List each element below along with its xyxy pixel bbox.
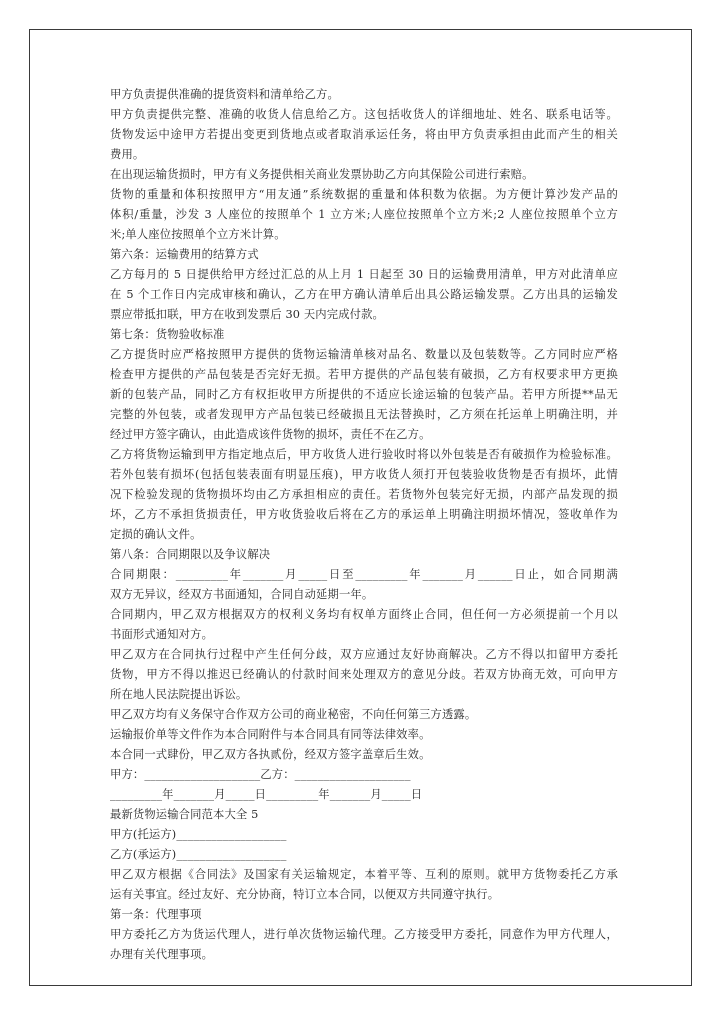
text-line: 运有关事宜。经过友好、充分协商，特订立本合同，以便双方共同遵守执行。 — [110, 888, 500, 901]
text-line: 本合同一式肆份，甲乙双方各执贰份，经双方签字盖章后生效。 — [110, 748, 431, 761]
text-line: 检查甲方提供的产品包装是否完好无损。若甲方提供的产品包装有破损，乙方有权要求甲方更换 — [110, 368, 618, 381]
text-line: 乙方将货物运输到甲方指定地点后，甲方收货人进行验收时将以外包装是否有破损作为检验标准。 — [110, 448, 618, 461]
section-heading: 第八条：合同期限以及争议解决 — [110, 548, 271, 561]
text-line: 乙方提货时应严格按照甲方提供的货物运输清单核对品名、数量以及包装数等。乙方同时应严格 — [110, 348, 618, 361]
party-b-line: 乙方(承运方)___________________ — [110, 848, 287, 861]
text-line: 双方无异议，经双方书面通知，合同自动延期一年。 — [110, 588, 374, 601]
text-line: 乙方每月的 5 日提供给甲方经过汇总的从上月 1 日起至 30 日的运输费用清单，甲方对此清单应 — [110, 268, 618, 281]
text-line: 所在地人民法院提出诉讼。 — [110, 688, 248, 701]
text-line: 甲乙双方在合同执行过程中产生任何分歧，双方应通过友好协商解决。乙方不得以扣留甲方委托 — [110, 648, 618, 661]
text-line: 费用。 — [110, 148, 145, 161]
text-line: 货物发运中途甲方若提出变更到货地点或者取消承运任务，将由甲方负责承担由此而产生的相关 — [110, 128, 618, 141]
text-line: 体积/重量，沙发 3 人座位的按照单个 1 立方米;人座位按照单个立方米;2 人座位按照单个立方 — [110, 208, 618, 221]
text-line: 书面形式通知对方。 — [110, 628, 214, 641]
text-line: 完整的外包装，或者发现甲方产品包装已经破损且无法替换时，乙方须在托运单上明确注明，并 — [110, 408, 618, 421]
text-line: 甲方负责提供准确的提货资料和清单给乙方。 — [110, 88, 339, 101]
section-heading: 第七条：货物验收标准 — [110, 328, 225, 341]
text-line: 定损的确认文件。 — [110, 528, 202, 541]
text-line: 甲乙双方均有义务保守合作双方公司的商业秘密，不向任何第三方透露。 — [110, 708, 477, 721]
text-line: 办理有关代理事项。 — [110, 948, 214, 961]
text-line: 合同期限：_________年_______月_____日至_________年_______月______日止，如合同期满 — [110, 568, 618, 581]
text-line: 若外包装有损坏(包括包装表面有明显压痕)，甲方收货人须打开包装验收货物是否有损坏，此情 — [110, 468, 618, 481]
text-line: 经过甲方签字确认，由此造成该件货物的损坏，责任不在乙方。 — [110, 428, 431, 441]
document-title: 最新货物运输合同范本大全 5 — [110, 808, 259, 821]
text-line: 甲方负责提供完整、准确的收货人信息给乙方。这包括收货人的详细地址、姓名、联系电话等。 — [110, 108, 618, 121]
section-heading: 第一条：代理事项 — [110, 908, 202, 921]
text-line: 运输报价单等文件作为本合同附件与本合同具有同等法律效率。 — [110, 728, 431, 741]
party-a-line: 甲方(托运方)___________________ — [110, 828, 287, 841]
text-line: 甲方委托乙方为货运代理人，进行单次货物运输代理。乙方接受甲方委托，同意作为甲方代理人， — [110, 928, 618, 941]
document-body — [110, 85, 618, 965]
text-line: 在 5 个工作日内完成审核和确认，乙方在甲方确认清单后出具公路运输发票。乙方出具的运输发 — [110, 288, 618, 301]
date-line: _________年_______月_____日_________年_______月_____日 — [110, 788, 423, 801]
text-line: 米;单人座位按照单个立方米计算。 — [110, 228, 286, 241]
text-line: 况下检验发现的货物损坏均由乙方承担相应的责任。若货物外包装完好无损，内部产品发现的损 — [110, 488, 618, 501]
signature-line: 甲方：____________________乙方：____________________ — [110, 768, 411, 781]
section-heading: 第六条：运输费用的结算方式 — [110, 248, 259, 261]
text-line: 新的包装产品，同时乙方有权拒收甲方所提供的不适应长途运输的包装产品。若甲方所提**品无 — [110, 388, 618, 401]
text-line: 货物的重量和体积按照甲方“用友通”系统数据的重量和体积数为依据。为方便计算沙发产品的 — [110, 188, 618, 201]
text-line: 货物，甲方不得以推迟已经确认的付款时间来处理双方的意见分歧。若双方协商无效，可向甲方 — [110, 668, 618, 681]
text-line: 坏，乙方不承担货损责任，甲方收货验收后将在乙方的承运单上明确注明损坏情况，签收单作为 — [110, 508, 618, 521]
text-line: 合同期内，甲乙双方根据双方的权利义务均有权单方面终止合同，但任何一方必须提前一个月以 — [110, 608, 618, 621]
text-line: 票应带抵扣联，甲方在收到发票后 30 天内完成付款。 — [110, 308, 384, 321]
text-line: 在出现运输货损时，甲方有义务提供相关商业发票协助乙方向其保险公司进行索赔。 — [110, 168, 534, 181]
text-line: 甲乙双方根据《合同法》及国家有关运输规定，本着平等、互利的原则。就甲方货物委托乙方承 — [110, 868, 618, 881]
